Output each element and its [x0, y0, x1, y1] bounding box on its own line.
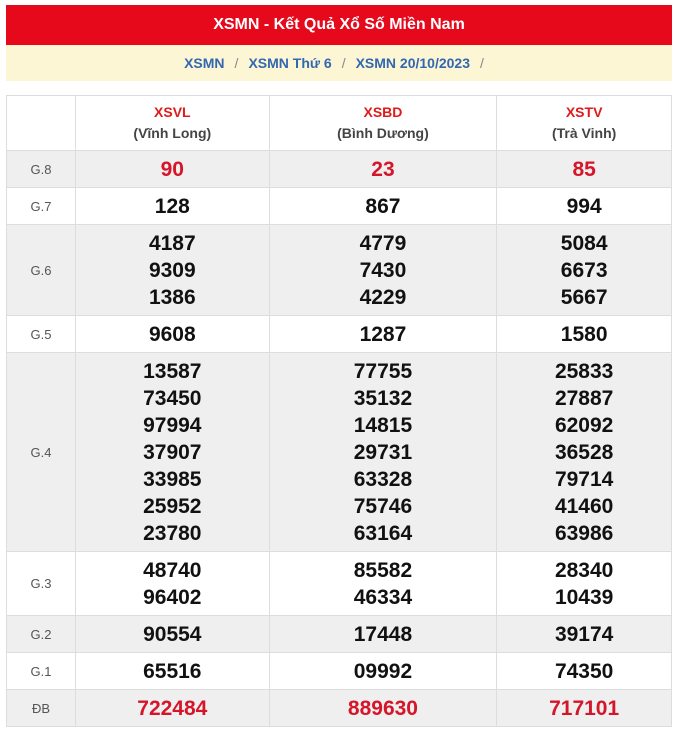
- prize-number: 7430: [359, 258, 407, 282]
- breadcrumb-link-date[interactable]: XSMN 20/10/2023: [355, 55, 470, 71]
- prize-number: 37907: [143, 440, 202, 464]
- prize-number: 1386: [148, 285, 196, 309]
- prize-number: 23780: [143, 521, 202, 545]
- prize-number: 90: [160, 157, 184, 181]
- prize-label: G.3: [7, 552, 76, 616]
- province-header-cell: [269, 96, 497, 151]
- prize-number: 13587: [143, 359, 202, 383]
- results-table: [6, 95, 672, 727]
- prize-number: 1580: [560, 322, 608, 346]
- page-title: XSMN - Kết Quả Xổ Số Miền Nam: [213, 16, 465, 33]
- prize-cell: [497, 353, 672, 552]
- prize-label: ĐB: [7, 690, 76, 727]
- prize-number: 90554: [143, 622, 202, 646]
- prize-number: 27887: [554, 386, 614, 410]
- prize-cell: [76, 353, 270, 552]
- prize-cell: [76, 188, 270, 225]
- prize-label: G.6: [7, 225, 76, 316]
- prize-number: 717101: [549, 696, 620, 720]
- prize-number: 28340: [554, 558, 614, 582]
- prize-cell: [76, 616, 270, 653]
- breadcrumb-link-xsmn-thu6[interactable]: XSMN Thứ 6: [248, 55, 332, 71]
- prize-label: G.7: [7, 188, 76, 225]
- prize-cell: [497, 188, 672, 225]
- prize-cell: [76, 151, 270, 188]
- prize-label: G.5: [7, 316, 76, 353]
- prize-row: [7, 653, 672, 690]
- prize-number: 96402: [143, 585, 202, 609]
- prize-row: [7, 552, 672, 616]
- prize-number: 35132: [353, 386, 413, 410]
- prize-number: 77755: [353, 359, 413, 383]
- prize-number: 63986: [554, 521, 614, 545]
- prize-label: G.2: [7, 616, 76, 653]
- prize-number: 63328: [353, 467, 413, 491]
- prize-number: 73450: [143, 386, 202, 410]
- prize-table-body: [7, 151, 672, 727]
- prize-number: 79714: [554, 467, 614, 491]
- prize-cell: [269, 316, 497, 353]
- prize-number: 85582: [353, 558, 413, 582]
- prize-label: G.4: [7, 353, 76, 552]
- province-code-link[interactable]: XSBD: [363, 104, 403, 120]
- page-header: [6, 5, 672, 45]
- prize-number: 6673: [560, 258, 608, 282]
- prize-cell: [497, 552, 672, 616]
- prize-number: 9309: [148, 258, 196, 282]
- prize-cell: [497, 151, 672, 188]
- prize-row: [7, 353, 672, 552]
- prize-row: [7, 225, 672, 316]
- province-header-cell: [76, 96, 270, 151]
- prize-number: 25952: [143, 494, 202, 518]
- prize-number: 46334: [353, 585, 413, 609]
- breadcrumb-separator: /: [234, 55, 239, 71]
- prize-number: 39174: [554, 622, 614, 646]
- prize-row: [7, 690, 672, 727]
- prize-label: G.1: [7, 653, 76, 690]
- prize-number: 10439: [554, 585, 614, 609]
- prize-number: 65516: [143, 659, 202, 683]
- breadcrumb-separator: /: [341, 55, 346, 71]
- prize-number: 23: [371, 157, 395, 181]
- prize-cell: [76, 653, 270, 690]
- prize-number: 74350: [554, 659, 614, 683]
- prize-cell: [269, 552, 497, 616]
- prize-number: 889630: [347, 696, 418, 720]
- prize-cell: [76, 316, 270, 353]
- prize-number: 9608: [148, 322, 196, 346]
- header-empty-cell: [7, 96, 76, 151]
- prize-number: 994: [566, 194, 602, 218]
- prize-number: 29731: [353, 440, 413, 464]
- prize-cell: [497, 653, 672, 690]
- prize-number: 5084: [560, 231, 608, 255]
- prize-number: 09992: [353, 659, 413, 683]
- prize-cell: [269, 225, 497, 316]
- prize-row: [7, 151, 672, 188]
- prize-number: 5667: [560, 285, 608, 309]
- prize-cell: [76, 552, 270, 616]
- prize-number: 63164: [353, 521, 413, 545]
- prize-row: [7, 616, 672, 653]
- province-name: (Trà Vinh): [551, 125, 617, 141]
- prize-number: 85: [572, 157, 596, 181]
- prize-number: 4779: [359, 231, 407, 255]
- prize-cell: [76, 690, 270, 727]
- prize-label: G.8: [7, 151, 76, 188]
- prize-cell: [497, 690, 672, 727]
- prize-cell: [269, 616, 497, 653]
- prize-cell: [269, 690, 497, 727]
- prize-number: 4187: [148, 231, 196, 255]
- prize-number: 97994: [143, 413, 202, 437]
- prize-number: 14815: [353, 413, 413, 437]
- prize-number: 17448: [353, 622, 413, 646]
- prize-cell: [269, 353, 497, 552]
- prize-number: 48740: [143, 558, 202, 582]
- prize-cell: [497, 316, 672, 353]
- prize-number: 25833: [554, 359, 614, 383]
- prize-number: 4229: [359, 285, 407, 309]
- prize-cell: [269, 188, 497, 225]
- prize-number: 867: [365, 194, 401, 218]
- breadcrumb: [6, 45, 672, 81]
- prize-number: 1287: [359, 322, 407, 346]
- prize-row: [7, 188, 672, 225]
- prize-row: [7, 316, 672, 353]
- province-name: (Vĩnh Long): [133, 125, 212, 141]
- prize-number: 33985: [143, 467, 202, 491]
- prize-number: 128: [154, 194, 190, 218]
- prize-cell: [269, 653, 497, 690]
- prize-cell: [497, 616, 672, 653]
- province-code-link[interactable]: XSTV: [565, 104, 603, 120]
- province-code-link[interactable]: XSVL: [154, 104, 191, 120]
- prize-number: 62092: [554, 413, 614, 437]
- prize-cell: [269, 151, 497, 188]
- prize-number: 75746: [353, 494, 413, 518]
- province-header-cell: [497, 96, 672, 151]
- prize-cell: [76, 225, 270, 316]
- breadcrumb-separator: /: [480, 55, 484, 71]
- breadcrumb-link-xsmn[interactable]: XSMN: [184, 55, 225, 71]
- prize-cell: [497, 225, 672, 316]
- prize-number: 36528: [554, 440, 614, 464]
- province-name: (Bình Dương): [337, 125, 429, 141]
- prize-number: 722484: [137, 696, 208, 720]
- table-header-row: [7, 96, 672, 151]
- prize-number: 41460: [554, 494, 614, 518]
